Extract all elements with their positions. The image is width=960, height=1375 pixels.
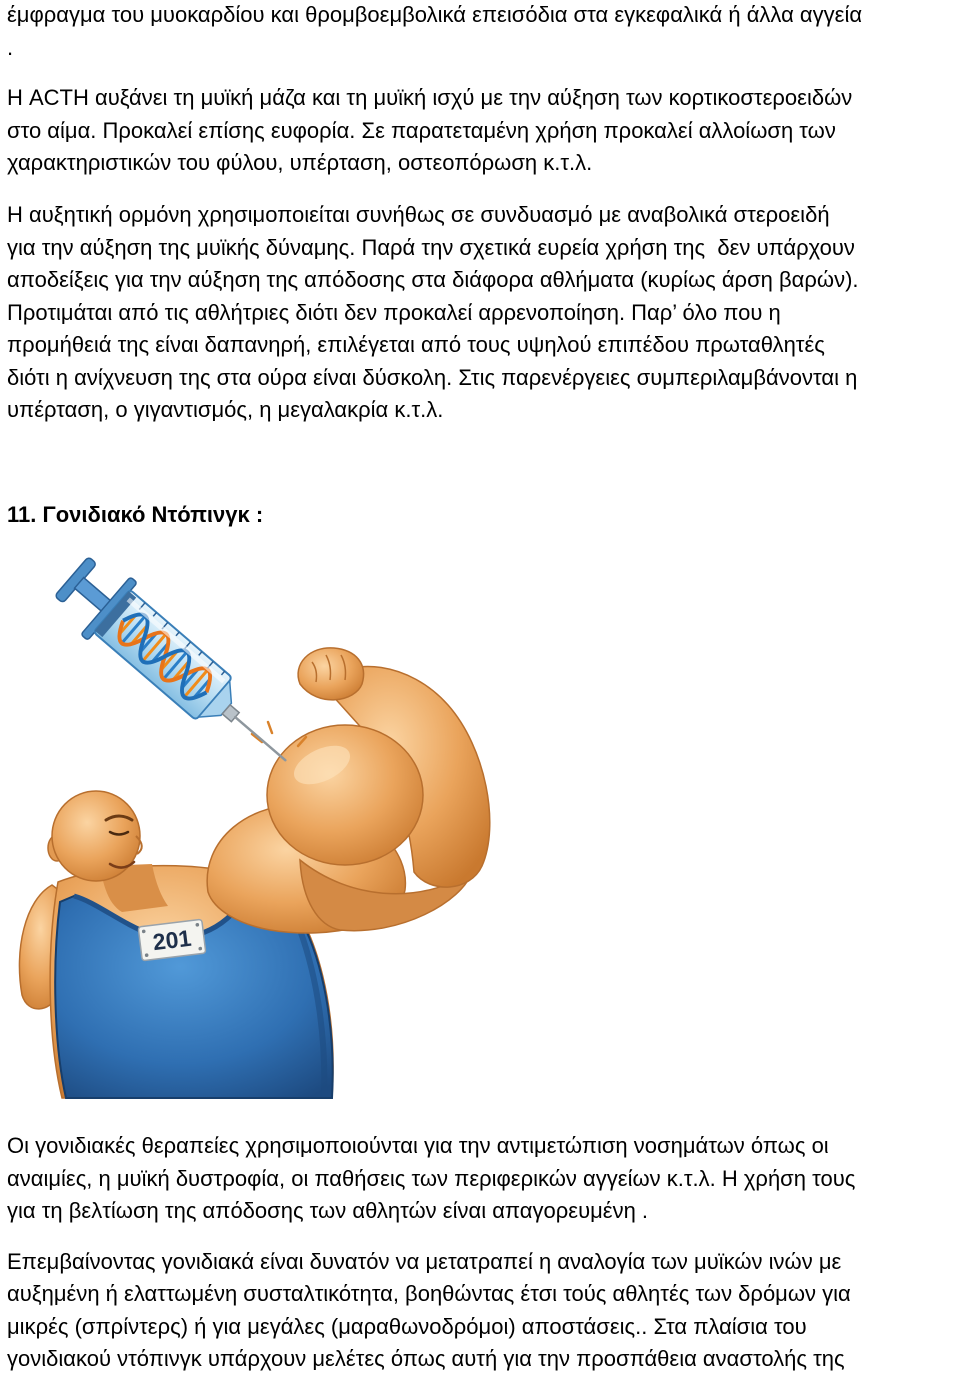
bib-number: 201 [151,924,193,956]
text-line: γονιδιακού ντόπινγκ υπάρχουν μελέτες όπως αυτή για την προσπάθεια αναστολής της [7,1345,845,1371]
text-line: αποδείξεις για την αύξηση της απόδοσης στα διάφορα αθλήματα (κυρίως άρση βαρών). [7,267,859,292]
paragraph [7,82,957,180]
text-line: στο αίμα. Προκαλεί επίσης ευφορία. Σε παρατεταμένη χρήση προκαλεί αλλοίωση των [7,117,836,143]
section-heading [7,499,957,532]
needle [235,717,285,760]
text-line: για την αύξηση της μυϊκής δύναμης. Παρά την σχετικά ευρεία χρήση της δεν υπάρχουν [7,234,855,260]
race-bib [138,919,206,961]
text-line: για τη βελτίωση της απόδοσης των αθλητών είναι απαγορευμένη . [7,1198,649,1223]
bicep [267,725,423,865]
text-line: Η ACTH αυξάνει τη μυϊκή μάζα και τη μυϊκή ισχύ με την αύξηση των κορτικοστεροειδών [7,85,853,110]
text-line: αναιμίες, η μυϊκή δυστροφία, οι παθήσεις των περιφερικών αγγείων κ.τ.λ. Η χρήση τους [7,1165,856,1191]
paragraph [7,199,957,427]
head [48,791,142,881]
paragraph [7,1130,957,1228]
syringe [47,550,310,789]
text-line: Επεμβαίνοντας γονιδιακά είναι δυνατόν να μετατραπεί η αναλογία των μυϊκών ινών με [7,1249,842,1274]
text-line: αυξημένη ή ελαττωμένη συσταλτικότητα, βοηθώντας έτσι τούς αθλητές των δρόμων για [7,1281,851,1307]
text-line: Προτιμάται από τις αθλήτριες διότι δεν προκαλεί αρρενοποίηση. Παρ’ όλο που η [7,299,781,325]
fist [298,648,363,700]
paragraph [7,0,957,64]
text-line: χαρακτηριστικών του φύλου, υπέρταση, οστεοπόρωση κ.τ.λ. [7,150,593,175]
text-line: . [7,34,14,60]
text-line: έμφραγμα του μυοκαρδίου και θρομβοεμβολικά επεισόδια στα εγκεφαλικά ή άλλα αγγεία [7,2,863,27]
text-line: Οι γονιδιακές θεραπείες χρησιμοποιούνται για την αντιμετώπιση νοσημάτων όπως οι [7,1133,829,1158]
section-heading-text: 11. Γονιδιακό Ντόπινγκ : [7,502,264,527]
text-line: μικρές (σπρίντερς) ή για μεγάλες (μαραθωνοδρόμοι) αποστάσεις.. Στα πλαίσια του [7,1313,807,1339]
text-line: διότι η ανίχνευση της στα ούρα είναι δύσκολη. Στις παρενέργειες συμπεριλαμβάνονται η [7,364,858,390]
text-line: υπέρταση, ο γιγαντισμός, η μεγαλακρία κ.τ.λ. [7,397,444,422]
text-line: Η αυξητική ορμόνη χρησιμοποιείται συνήθως σε συνδυασμό με αναβολικά στεροειδή [7,202,830,227]
gene-doping-illustration [0,550,620,1100]
text-line: προμήθειά της είναι δαπανηρή, επιλέγεται από τους υψηλού επιπέδου πρωταθλητές [7,332,825,357]
paragraph [7,1246,957,1375]
